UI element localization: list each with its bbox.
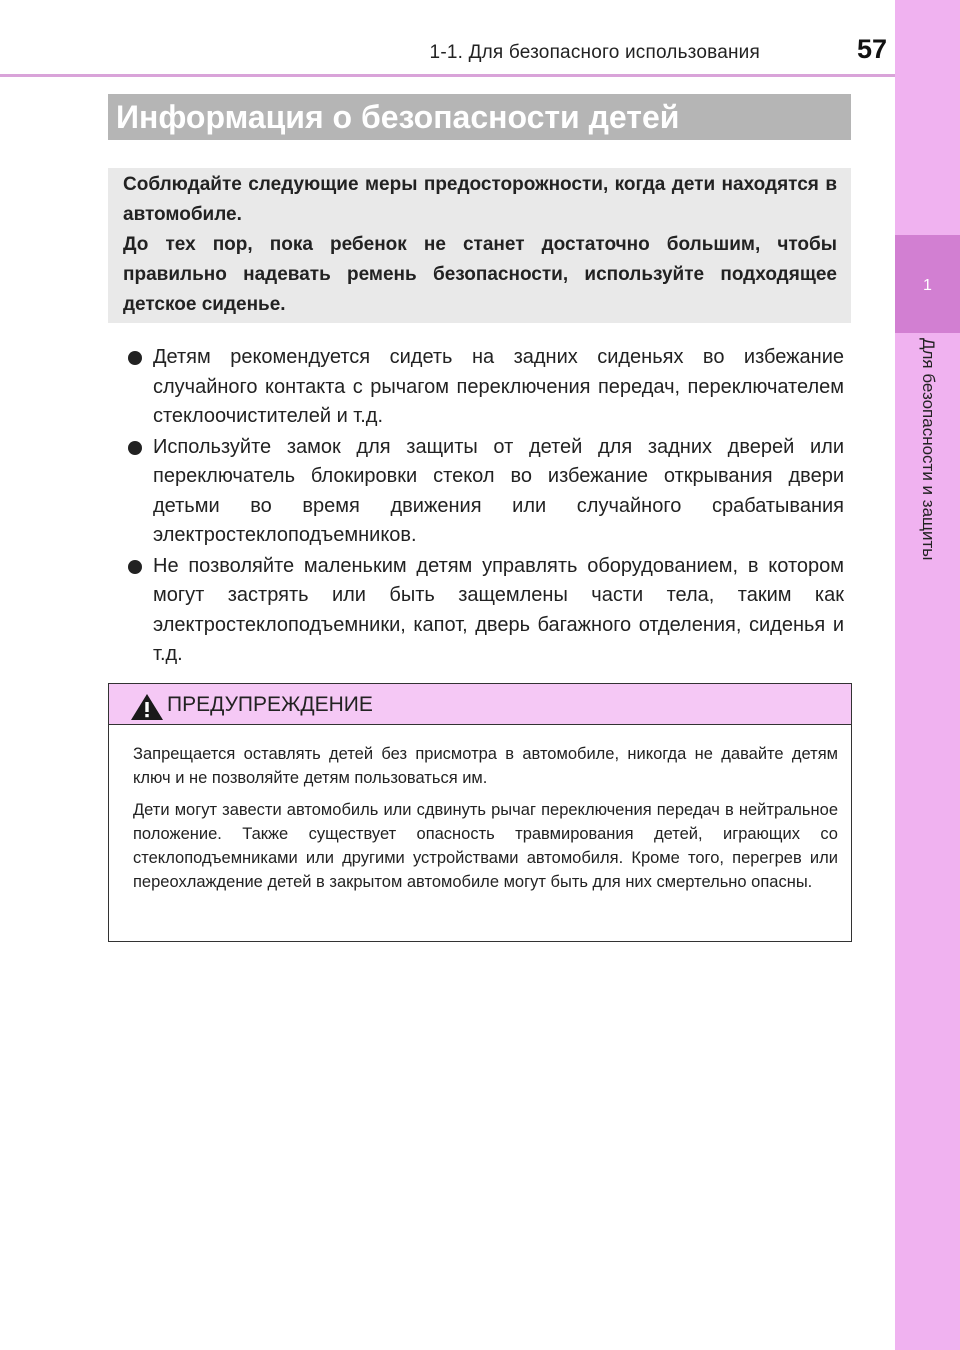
chapter-number: 1 [923,277,932,294]
bullet-text: Не позволяйте маленьким детям управлять оборудованием, в котором могут застрять или быть защемлены части тела, таким как электростеклоподъемники, капот, дверь багажного отделения, сиденья и т.д. [153,554,844,665]
bullet-dot-icon [128,441,142,455]
intro-box [108,168,851,323]
intro-paragraph: Соблюдайте следующие меры предосторожности, когда дети находятся в автомобиле. [123,174,837,225]
section-title-bar [108,94,851,140]
intro-paragraph: До тех пор, пока ребенок не станет достаточно большим, чтобы правильно надевать ремень безопасности, используйте подходящее детское сиденье. [123,234,837,315]
side-tab [895,0,960,1350]
bullet-dot-icon [128,560,142,574]
chapter-title-vertical: Для безопасности и защиты [919,338,938,561]
page-number: 57 [857,34,888,64]
warning-box [108,683,852,942]
header-divider [0,74,895,77]
header-section-title: 1-1. Для безопасного использования [429,42,760,63]
bullet-item [128,433,844,551]
section-title: Информация о безопасности детей [116,99,680,135]
bullet-dot-icon [128,351,142,365]
warning-triangle-icon [130,693,164,721]
warning-header [109,684,851,725]
warning-title: ПРЕДУПРЕЖДЕНИЕ [167,693,373,716]
bullet-text: Используйте замок для защиты от детей для задних дверей или переключатель блокировки стекол во избежание открывания двери детьми во время движения или случайного срабатывания электростеклоподъемников. [153,435,844,546]
bullet-item [128,552,844,670]
warning-paragraph: Запрещается оставлять детей без присмотра в автомобиле, никогда не давайте детям ключ и не позволяйте детям пользоваться им. [133,745,838,787]
warning-paragraph: Дети могут завести автомобиль или сдвинуть рычаг переключения передач в нейтральное положение. Также существует опасность травмирования детей, играющих со стеклоподъемниками или другими устройствами автомобиля. Кроме того, перегрев или переохлаждение детей в закрытом автомобиле могут быть для них смертельно опасны. [133,801,838,891]
bullet-text: Детям рекомендуется сидеть на задних сиденьях во избежание случайного контакта с рычагом переключения передач, переключателем стеклоочистителей и т.д. [153,346,844,427]
bullet-item [128,343,844,432]
side-chapter-marker [895,235,960,333]
bullet-list [128,343,844,671]
